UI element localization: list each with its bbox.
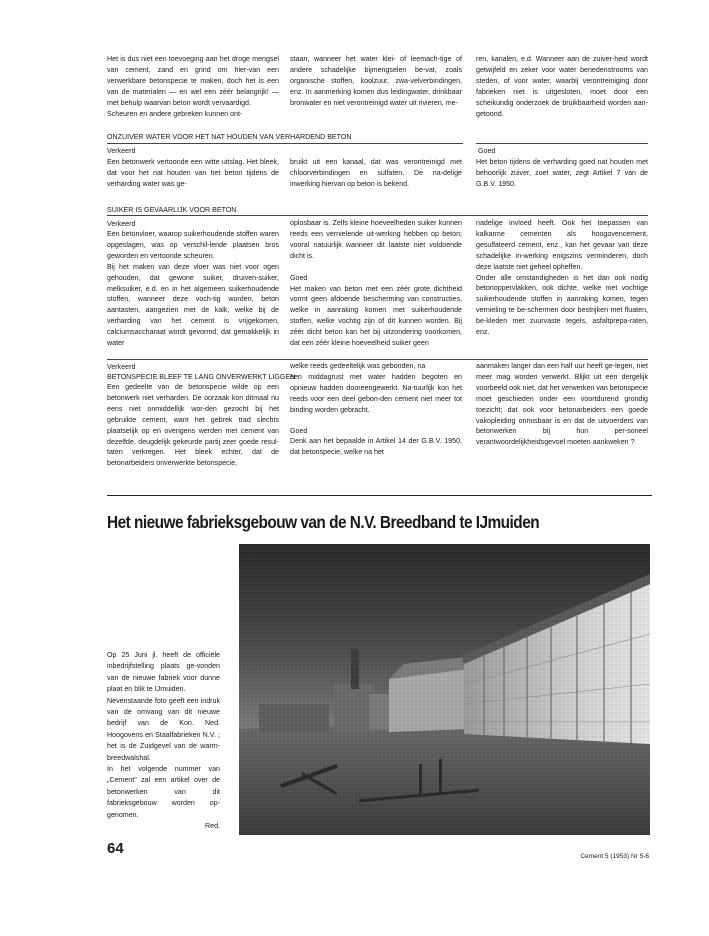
factory-photo: [239, 544, 650, 835]
section-2-col-3b-text: Onder alle omstandigheden is het dan ook nodig betonoppervlakken, ook dichte, welke met vochtige suikerhoudende stoffen in aanraking komen, tegen vernieling te be-schermen door bestrijken met fluaten, be-kleden met zuurvaste tegels, asfaltprepa-raten, enz.: [476, 273, 648, 337]
section-1-col-3: [476, 157, 648, 190]
article-p2: Nevenstaande foto geeft een indruk van de omvang van dit nieuwe bedrijf van de Kon. Ned. Hoogovens en Staalfabrieken N.V. ; het is de Zuidgevel van de warm-breedwalshal.: [107, 696, 220, 762]
section-1-good-label: Goed: [478, 147, 496, 155]
section-3-col-3-text: aanmaken langer dan een half uur heeft ge-legen, niet meer mag worden verwerkt. Blijkt uit een dergelijk voorbeeld ook niet, dat het verwerken van betonspecie moet geschieden onder een voortdurend grondig toezicht; dat ook voor betonarbeiders een goede vakopleiding onmisbaar is en dat de uitvoerders van betonwerken bij hun per-soneel verantwoordelijkheidsgevoel moeten aankweken ?: [476, 362, 648, 447]
section-3-col-2-top: welke reeds gedeeltelijk was gebonden, na: [290, 362, 426, 370]
section-2-wrong-label: Verkeerd: [107, 220, 136, 228]
section-2-heading: SUIKER IS GEVAARLIJK VOOR BETON: [107, 206, 237, 214]
intro-col-2: [290, 54, 462, 109]
section-1-col-1-text: Een betonwerk vertoonde een witte uitslag. Het bleek, dat voor het nat houden van het beton tijdens de verharding water was ge-: [107, 158, 279, 188]
section-3-wrong-label: Verkeerd: [107, 363, 136, 371]
section-3-rule: [107, 359, 648, 360]
section-3-col-2b-text: Denk aan het bepaalde in Artikel 14 der G.B.V. 1950, dat betonspecie, welke na het: [290, 437, 462, 457]
article-p3: In het volgende nummer van „Cement" zal een artikel over de betonwerken van dit fabrieksgebouw worden op-genomen.: [107, 765, 220, 819]
section-1-heading: ONZUIVER WATER VOOR HET NAT HOUDEN VAN VERHARDEND BETON: [107, 133, 352, 141]
section-1-rule-right: [476, 143, 648, 144]
section-2-rule: [107, 215, 648, 216]
intro-col-1: [107, 54, 279, 119]
article-text: [107, 650, 220, 833]
section-1-col-1: [107, 157, 279, 190]
intro-col-1-last: Scheuren en andere gebreken kunnen ont-: [107, 109, 243, 118]
intro-col-1-text: Het is dus niet een toevoeging aan het droge mengsel van cement, zand en grind om hier-van een verwerkbare betonspecie te maken, doch het is een van de materialen — en wel een zéér belangrijk! — met behulp waarvan beton wordt vervaardigd.: [107, 55, 279, 107]
section-3-good-label: Goed: [290, 426, 308, 435]
intro-col-2-text: staan, wanneer het water klei- of leemach-tige of andere schadelijke bijmengselen be-vat, zoals organische stoffen, koolzuur, zwa-velverbindingen, enz. In aanmerking komen dus leidingwater, drinkbaar bronwater en niet verontreinigd water uit rivieren, me-: [290, 55, 462, 107]
article-title: Het nieuwe fabrieksgebouw van de N.V. Breedband te IJmuiden: [107, 512, 540, 532]
section-2-col-1-text: Een betonvloer, waarop suikerhoudende stoffen waren opgeslagen, was op verschil-lende plaatsen bros geworden en vertoonde scheuren.: [107, 230, 279, 260]
intro-col-3-text: ren, kanalen, e.d. Wanneer aan de zuiver-heid wordt getwijfeld en zeker voor water benedenstrooms van steden, of voor water, waarbij verontreiniging door fabrieken niet is uitgesloten, moet door een scheikundig onderzoek de bruikbaarheid worden aan-getoond.: [476, 55, 648, 118]
section-1-col-3-text: Het beton tijdens de verharding goed nat houden met behoorlijk zuiver, zoet water, zegt Artikel 7 van de G.B.V. 1950.: [476, 158, 648, 188]
section-1-wrong-label: Verkeerd: [107, 147, 136, 155]
article-divider: [107, 495, 652, 496]
article-signature: Red.: [205, 822, 220, 831]
section-3-col-1-text: Een gedeelte van de betonspecie wilde op een betonwerk niet verharden. De oorzaak kon ditmaal nu eens niet onmiddellijk wor-den gezocht bij het gebruikte cement, want het gebrek trad slechts plaatselijk op en overigens werden met cement van dezelfde, deugdelijk gekeurde partij zeer goede resul-taten verkregen. Het bleek echter, dat de betonarbeiders onverwerkte betonspecie,: [107, 383, 279, 468]
section-1-rule-left: [107, 143, 463, 144]
section-1-col-2-text: bruikt uit een kanaal, dat was verontreinigd met chloorverbindingen en sulfaten. De na-delige inwerking hiervan op beton is bekend.: [290, 158, 462, 188]
section-2-good-label: Goed: [290, 273, 308, 282]
section-3-col-2-text: een middagrust met water hadden begoten en opnieuw hadden dooreengewerkt. Na-tuurlijk kon het reeds voor een deel gebon-den cement niet meer tot binding worden gebracht.: [290, 372, 462, 414]
page-number: 64: [107, 840, 124, 857]
section-3-col-2: [290, 361, 462, 458]
section-3-heading: BETONSPECIE BLEEF TE LANG ONVERWERKT LIGGEN: [107, 373, 296, 381]
section-3-col-1: [107, 382, 279, 469]
section-2-col-3a-text: nadelige invloed heeft. Ook het toepassen van kalkarme cementen als hoogovencement, gesulfateerd cement, enz., kan het gevaar van deze schadelijke in-werking enigszins verminderen, doch deze laatste niet geheel opheffen.: [476, 219, 648, 271]
section-2-col-1: [107, 229, 279, 349]
section-2-col-2a-text: oplosbaar is. Zelfs kleine hoeveelheden suiker kunnen reeds een vernielende uit-werking hebben op beton; vooral natuurlijk wanneer dit laatste niet voldoende dicht is.: [290, 219, 462, 260]
section-2-col-3: [476, 218, 648, 338]
journal-reference: Cement 5 (1953) Nr 5-6: [580, 853, 649, 860]
section-1-col-2: [290, 157, 462, 190]
section-2-col-1b-text: Bij het maken van deze vloer was niet voor ogen gehouden, dat gewone suiker, druiven-suiker, melksuiker, e.d. en in het algemeen suikerhoudende stoffen, wanneer deze voch-tig worden, beton aantasten, aangezien met de kalk, welke bij de verharding van het cement is vrijgekomen, calciumsaccharaat wordt gevormd, dat gemakkelijk in water: [107, 262, 279, 348]
intro-col-3: [476, 54, 648, 119]
factory-photo-image: [239, 544, 650, 835]
section-2-col-2: [290, 218, 462, 349]
section-3-col-3: [476, 361, 648, 448]
section-2-col-2b-text: Het maken van beton met een zéér grote dichtheid vormt geen afdoende bescherming van constructies, welke in aanraking komen met suikerhoudende stoffen, welke vochtig zijn of dit kunnen worden. Bij zéér dicht beton kan het bij uitzondering voorkomen, dat een zéér kleine hoeveelheid suiker geen: [290, 284, 462, 348]
article-p1: Op 25 Juni jl. heeft de officiële inbedrijfstelling plaats ge-vonden van de nieuwe fabriek voor dunne plaat en blik te IJmuiden.: [107, 651, 220, 694]
